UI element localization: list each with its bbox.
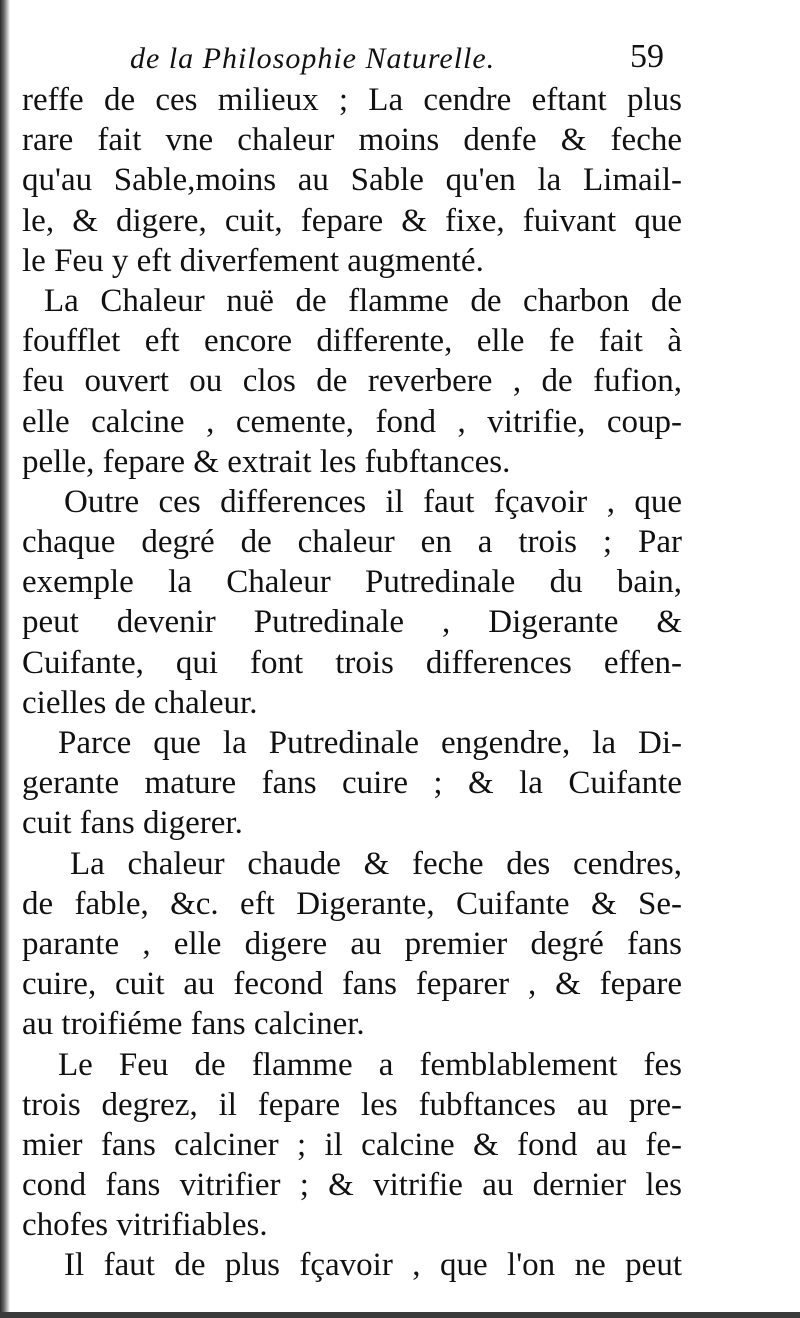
text-line: elle calcine , cemente, fond , vitrifie, coup- [22, 403, 682, 440]
text-line: Parce que la Putredinale engendre, la Di- [58, 725, 682, 761]
text-line: Outre ces differences il faut fçavoir , que [64, 483, 682, 520]
running-head: de la Philosophie Naturelle. [130, 42, 496, 75]
text-line: de fable, &c. eft Digerante, Cuifante & Se- [22, 885, 682, 922]
text-line: cielles de chaleur. [22, 684, 258, 721]
text-line: gerante mature fans cuire ; & la Cuifante [22, 765, 682, 802]
text-line: cuit fans digerer. [22, 805, 243, 842]
text-line: le Feu y eft diverfement augmenté. [22, 242, 484, 279]
text-line: trois degrez, il fepare les fubftances au pre- [22, 1086, 682, 1123]
text-line: reffe de ces milieux ; La cendre eftant plus [22, 82, 682, 118]
text-line: chaque degré de chaleur en a trois ; Par [22, 524, 682, 561]
page-number: 59 [630, 38, 664, 75]
text-line: exemple la Chaleur Putredinale du bain, [22, 564, 682, 601]
text-line: qu'au Sable,moins au Sable qu'en la Limail- [22, 162, 682, 199]
text-line: cond fans vitrifier ; & vitrifie au dernier les [22, 1167, 682, 1204]
text-line: le, & digere, cuit, fepare & fixe, fuivant que [22, 202, 682, 239]
text-line: au troifiéme fans calciner. [22, 1006, 365, 1043]
text-line: pelle, fepare & extrait les fubftances. [22, 443, 511, 480]
page-gutter-shadow [0, 0, 10, 1318]
text-line: cuire, cuit au fecond fans feparer , & fepare [22, 966, 682, 1003]
text-line: La Chaleur nuë de flamme de charbon de [44, 282, 682, 319]
text-line: Cuifante, qui font trois differences effen- [22, 644, 682, 681]
page-bottom-edge [0, 1312, 800, 1318]
text-line: parante , elle digere au premier degré fans [22, 925, 682, 962]
text-line: rare fait vne chaleur moins denfe & feche [22, 122, 682, 159]
text-line: Il faut de plus fçavoir , que l'on ne peut [64, 1247, 682, 1284]
text-line: foufflet eft encore differente, elle fe fait à [22, 323, 682, 360]
body-text [22, 80, 682, 1286]
text-line: mier fans calciner ; il calcine & fond au fe- [22, 1126, 682, 1163]
text-line: chofes vitrifiables. [22, 1207, 268, 1244]
text-line: peut devenir Putredinale , Digerante & [22, 604, 682, 641]
text-line: La chaleur chaude & feche des cendres, [70, 845, 682, 882]
text-line: Le Feu de flamme a femblablement fes [58, 1046, 682, 1083]
text-line: feu ouvert ou clos de reverbere , de fufion, [22, 363, 682, 400]
